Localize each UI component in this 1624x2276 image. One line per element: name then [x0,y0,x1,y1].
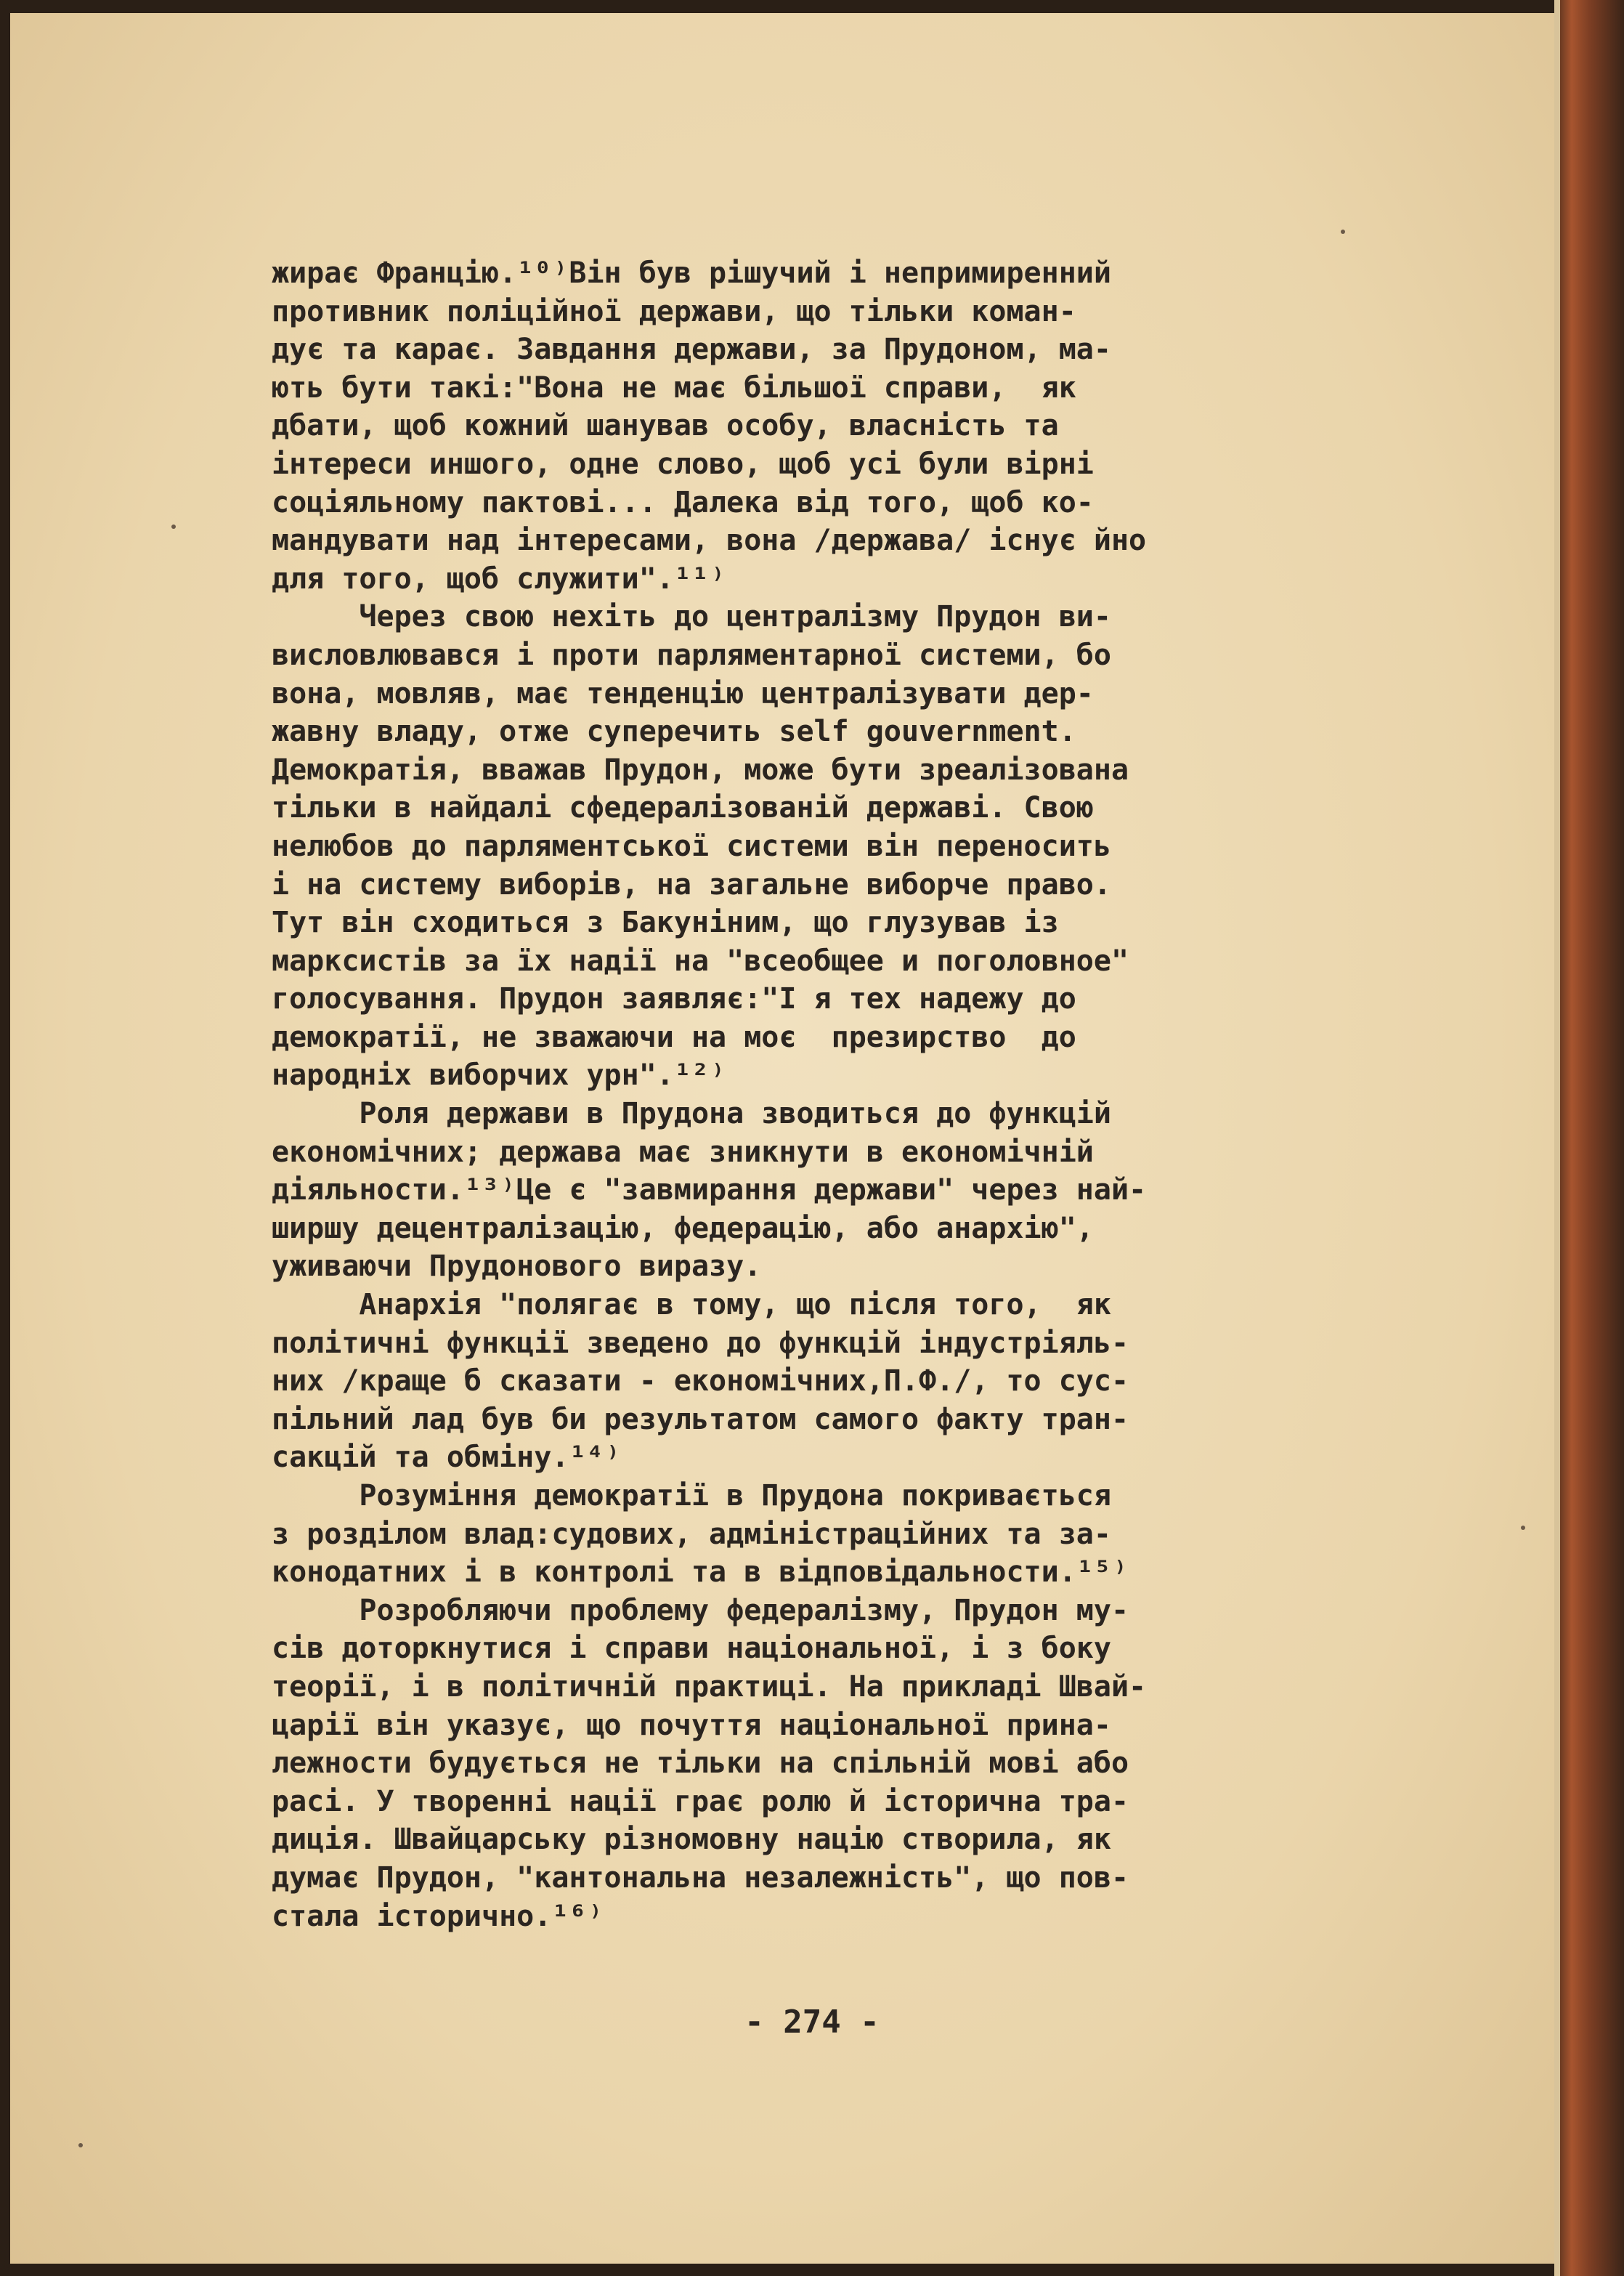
text-line: ють бути такі:"Вона не має більшої справи, як [272,370,1076,405]
paper-speck [1341,230,1345,234]
text-line: теорії, і в політичній практиці. На прикладі Швай- [272,1669,1147,1704]
text-line: висловлювався і проти парляментарної системи, бо [272,638,1111,672]
text-line: ширшу децентралізацію, федерацію, або анархію", [272,1211,1094,1245]
paper-speck [1521,1526,1525,1530]
text-line: жавну владу, отже суперечить self gouvernment. [272,715,1076,749]
text-line: стала історично.¹⁶⁾ [272,1899,604,1933]
text-line: Розуміння демократії в Прудона покривається [272,1479,1111,1512]
text-line: жирає Францію.¹⁰⁾Він був рішучий і непримиренний [272,256,1111,290]
text-line: для того, щоб служити".¹¹⁾ [272,562,727,596]
text-line: з розділом влад:судових, адміністраційних та за- [272,1517,1111,1551]
body-text [272,254,1463,1935]
text-line: них /краще б сказати - економічних,П.Ф./, то сус- [272,1364,1129,1398]
text-line: Демократія, вважав Прудон, може бути зреалізована [272,753,1129,787]
text-line: політичні функції зведено до функцій індустріяль- [272,1326,1129,1360]
text-line: тільки в найдалі сфедералізованій державі. Свою [272,791,1094,825]
text-line: голосування. Прудон заявляє:"I я тех надежу до [272,982,1076,1016]
text-line: диція. Швайцарську різномовну націю створила, як [272,1823,1111,1857]
text-line: лежности будується не тільки на спільній мові або [272,1746,1129,1781]
text-line: інтереси иншого, одне слово, щоб усі були вірні [272,447,1094,481]
text-line: сів доторкнутися і справи національної, і з боку [272,1632,1111,1666]
text-line: Розробляючи проблему федералізму, Прудон му- [272,1593,1129,1627]
text-line: вона, мовляв, має тенденцію централізувати дер- [272,676,1094,710]
text-line: народніх виборчих урн".¹²⁾ [272,1058,727,1093]
text-line: Анархія "полягає в тому, що після того, як [272,1288,1111,1322]
text-line: демократії, не зважаючи на моє презирство до [272,1020,1076,1054]
text-line: Тут він сходиться з Бакуніним, що глузував із [272,906,1059,940]
text-line: нелюбов до парляментської системи він переносить [272,829,1111,863]
paper-speck [78,2143,83,2147]
text-line: мандувати над інтересами, вона /держава/ існує йно [272,524,1147,558]
text-line: уживаючи Прудонового виразу. [272,1250,762,1284]
text-line: Роля держави в Прудона зводиться до функцій [272,1097,1111,1131]
text-line: дбати, щоб кожний шанував особу, власність та [272,409,1059,443]
text-line: противник поліційної держави, що тільки коман- [272,294,1076,328]
text-line: і на систему виборів, на загальне виборче право. [272,867,1111,902]
text-line: діяльности.¹³⁾Це є "завмирання держави" через най- [272,1173,1147,1207]
text-line: соціяльному пактові... Далека від того, щоб ко- [272,485,1094,519]
page-number: - 274 - [744,2004,880,2041]
text-line: сакцій та обміну.¹⁴⁾ [272,1441,622,1475]
text-line: дує та карає. Завдання держави, за Прудоном, ма- [272,333,1111,367]
text-line: царії він указує, що почуття національної прина- [272,1708,1111,1742]
book-binding [1560,0,1624,2276]
text-line: економічних; держава має зникнути в економічній [272,1135,1094,1169]
text-line: расі. У творенні нації грає ролю й історична тра- [272,1784,1129,1818]
text-line: марксистів за їх надії на "всеобщее и поголовное" [272,944,1129,978]
text-line: Через свою нехіть до централізму Прудон ви- [272,600,1111,634]
text-line: думає Прудон, "кантональна незалежність", що пов- [272,1860,1129,1895]
text-line: пільний лад був би результатом самого факту тран- [272,1402,1129,1436]
text-line: конодатних і в контролі та в відповідальности.¹⁵⁾ [272,1555,1129,1589]
paper-speck [171,525,176,529]
